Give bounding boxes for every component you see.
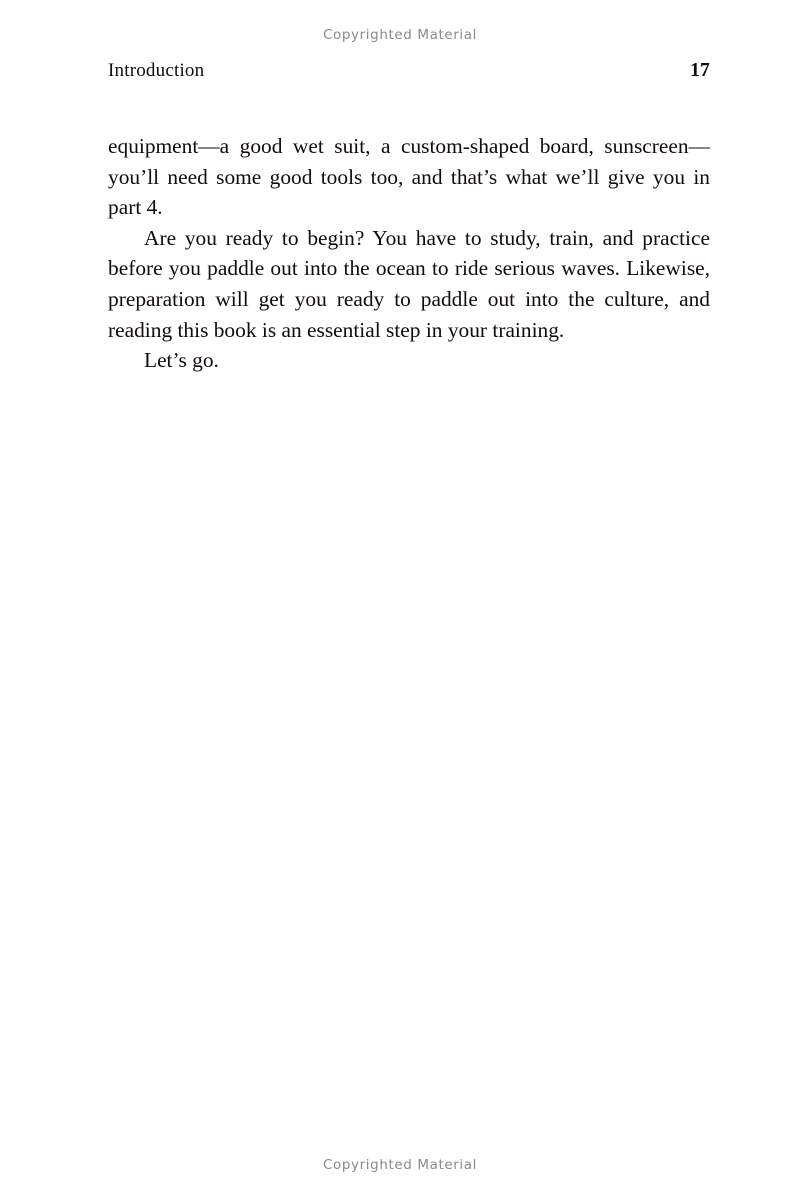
running-head bbox=[108, 60, 710, 82]
paragraph: Are you ready to begin? You have to study, train, and practice before you paddle out into the ocean to ride serious waves. Likewise, preparation will get you ready to paddle out into the culture, and reading this book is an essential step in your training. bbox=[108, 225, 710, 342]
body-text bbox=[108, 131, 710, 376]
copyright-watermark-bottom: Copyrighted Material bbox=[323, 1157, 477, 1173]
paragraph: Let’s go. bbox=[144, 348, 219, 373]
page-content bbox=[108, 60, 710, 376]
paragraph: equipment—a good wet suit, a custom-shaped board, sunscreen—you’ll need some good tools too, and that’s what we’ll give you in part 4. bbox=[108, 134, 710, 220]
page-number: 17 bbox=[690, 60, 710, 81]
copyright-watermark-top: Copyrighted Material bbox=[323, 27, 477, 43]
chapter-title: Introduction bbox=[108, 60, 205, 81]
